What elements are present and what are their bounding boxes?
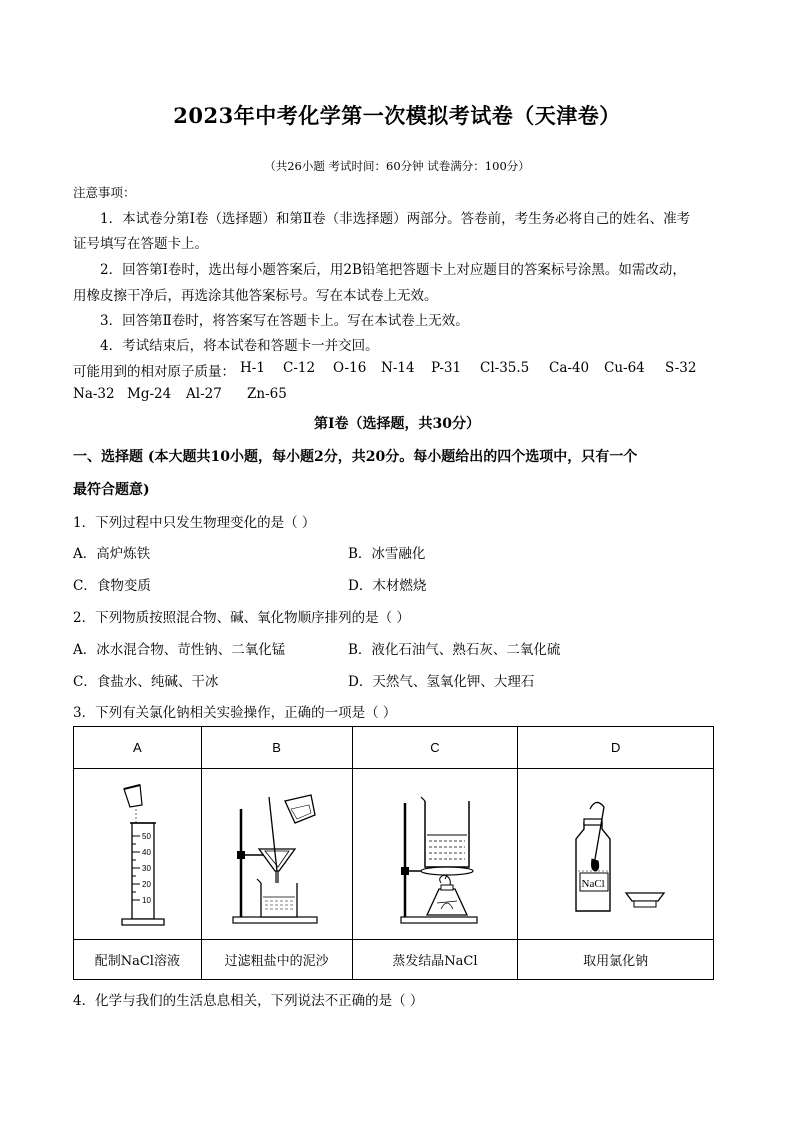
atomic-mass-item: Cl-35.5 <box>480 360 530 376</box>
cylinder-mark: 50 <box>142 832 152 841</box>
cylinder-mark: 10 <box>142 896 152 905</box>
q3-stem: 3．下列有关氯化钠相关实验操作，正确的一项是（ ） <box>73 705 397 721</box>
q1-option-c: C．食物变质 <box>73 578 151 594</box>
notice-heading: 注意事项： <box>73 185 136 200</box>
atomic-mass-item: Mg-24 <box>127 386 172 402</box>
atomic-mass-item: Na-32 <box>73 386 115 402</box>
section-title: 第Ⅰ卷（选择题，共30分） <box>313 416 481 432</box>
q1-option-d: D．木材燃烧 <box>348 578 427 594</box>
q1-option-b: B．冰雪融化 <box>348 546 426 562</box>
atomic-mass-item: Ca-40 <box>549 360 590 376</box>
q3-header-a: A <box>74 727 202 769</box>
q3-header-d: D <box>518 727 714 769</box>
reagent-bottle-illustration <box>546 779 686 929</box>
atomic-mass-item: O-16 <box>333 360 367 376</box>
atomic-mass-item: Al-27 <box>186 386 222 402</box>
atomic-mass-item: S-32 <box>665 360 697 376</box>
atomic-mass-item: C-12 <box>283 360 316 376</box>
q3-header-b: B <box>201 727 352 769</box>
q3-figure-d-cell <box>518 769 714 940</box>
q3-figure-b-cell <box>201 769 352 940</box>
atomic-mass-item: N-14 <box>381 360 415 376</box>
atomic-mass-item: Zn-65 <box>247 386 287 402</box>
cylinder-mark: 20 <box>142 880 152 889</box>
notice-item-2-cont: 用橡皮擦干净后，再选涂其他答案标号。写在本试卷上无效。 <box>73 288 438 304</box>
atomic-mass-item: Cu-64 <box>604 360 645 376</box>
exam-info: （共26小题 考试时间：60分钟 试卷满分：100分） <box>264 159 530 173</box>
q3-caption-d: 取用氯化钠 <box>518 940 714 980</box>
q3-caption-b: 过滤粗盐中的泥沙 <box>201 940 352 980</box>
q2-option-a: A．冰水混合物、苛性钠、二氧化锰 <box>73 642 286 658</box>
page-title: 2023年中考化学第一次模拟考试卷（天津卷） <box>173 103 621 128</box>
q1-option-a: A．高炉炼铁 <box>73 546 151 562</box>
q3-figure-c-cell <box>352 769 518 940</box>
atomic-mass-item: H-1 <box>240 360 265 376</box>
part-heading: 一、选择题 (本大题共10小题，每小题2分，共20分。每小题给出的四个选项中，只有一个 <box>73 449 638 465</box>
q3-options-table <box>73 726 714 980</box>
notice-item-3: 3．回答第Ⅱ卷时，将答案写在答题卡上。写在本试卷上无效。 <box>100 313 469 329</box>
q3-caption-a: 配制NaCl溶液 <box>74 940 202 980</box>
q2-option-c: C．食盐水、纯碱、干冰 <box>73 674 219 690</box>
q2-option-b: B．液化石油气、熟石灰、二氧化硫 <box>348 642 561 658</box>
q2-option-d: D．天然气、氢氧化钾、大理石 <box>348 674 535 690</box>
notice-item-1-cont: 证号填写在答题卡上。 <box>73 236 208 252</box>
cylinder-mark: 30 <box>142 864 152 873</box>
q4-stem: 4．化学与我们的生活息息相关，下列说法不正确的是（ ） <box>73 993 424 1009</box>
q2-stem: 2．下列物质按照混合物、碱、氧化物顺序排列的是（ ） <box>73 610 410 626</box>
cylinder-mark: 40 <box>142 848 152 857</box>
q3-header-c: C <box>352 727 518 769</box>
q3-caption-c: 蒸发结晶NaCl <box>352 940 518 980</box>
filtration-illustration <box>217 779 337 929</box>
notice-item-4: 4．考试结束后，将本试卷和答题卡一并交回。 <box>100 338 379 354</box>
notice-item-2: 2．回答第Ⅰ卷时，选出每小题答案后，用2B铅笔把答题卡上对应题目的答案标号涂黑。如需改动， <box>100 262 686 278</box>
q3-figure-a-cell <box>74 769 202 940</box>
q1-stem: 1．下列过程中只发生物理变化的是（ ） <box>73 515 316 531</box>
atomic-mass-label: 可能用到的相对原子质量： <box>73 364 235 380</box>
bottle-label: NaCl <box>581 878 605 890</box>
notice-item-1: 1．本试卷分第Ⅰ卷（选择题）和第Ⅱ卷（非选择题）两部分。答卷前，考生务必将自己的姓名、准考 <box>100 211 691 227</box>
evaporation-illustration <box>375 779 495 929</box>
atomic-mass-item: P-31 <box>431 360 462 376</box>
graduated-cylinder-illustration <box>102 779 172 929</box>
part-heading-cont: 最符合题意) <box>73 482 150 498</box>
